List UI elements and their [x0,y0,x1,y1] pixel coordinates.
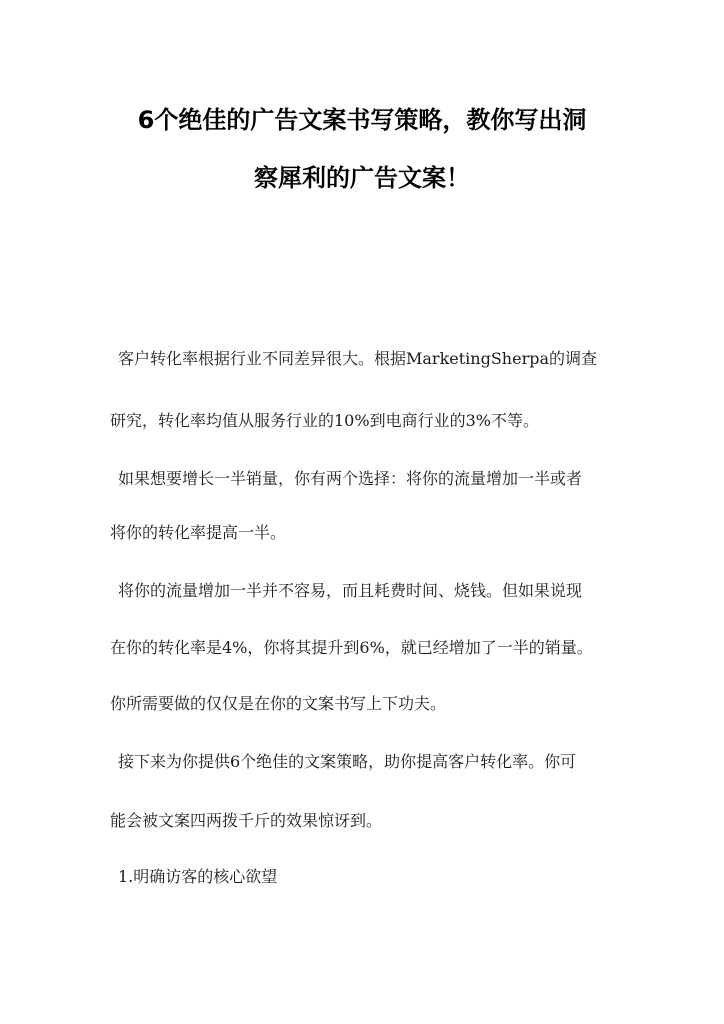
title-line-1: 6个绝佳的广告文案书写策略，教你写出洞 [137,106,587,134]
title-line-2: 察犀利的广告文案！ [254,164,470,192]
paragraph-1-line-1: 客户转化率根据行业不同差异很大。根据MarketingSherpa的调查 [118,349,597,368]
paragraph-2-line-1: 如果想要增长一半销量，你有两个选择：将你的流量增加一半或者 [118,469,583,488]
paragraph-4-line-1: 接下来为你提供6个绝佳的文案策略，助你提高客户转化率。你可 [118,752,577,771]
paragraph-4-line-2: 能会被文案四两拨千斤的效果惊讶到。 [110,811,383,830]
paragraph-1-line-2: 研究，转化率均值从服务行业的10%到电商行业的3%不等。 [110,411,539,430]
paragraph-3-line-1: 将你的流量增加一半并不容易，而且耗费时间、烧钱。但如果说现 [118,581,583,600]
paragraph-3-line-3: 你所需要做的仅仅是在你的文案书写上下功夫。 [110,694,447,713]
paragraph-2-line-2: 将你的转化率提高一半。 [110,523,287,542]
section-heading-1: 1.明确访客的核心欲望 [118,867,278,886]
paragraph-3-line-2: 在你的转化率是4%，你将其提升到6%，就已经增加了一半的销量。 [110,638,593,657]
